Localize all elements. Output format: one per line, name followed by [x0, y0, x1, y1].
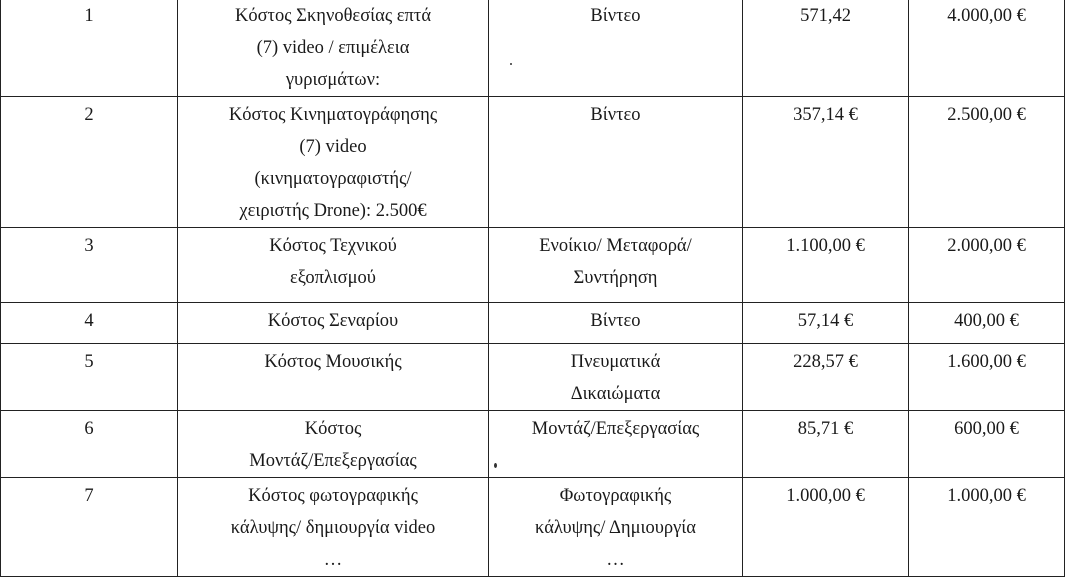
- total-cost: 2.500,00 €: [909, 97, 1065, 228]
- unit-cost: 228,57 €: [743, 344, 909, 411]
- row-number: 4: [1, 303, 178, 344]
- total-cost: 2.000,00 €: [909, 228, 1065, 303]
- total-cost: 400,00 €: [909, 303, 1065, 344]
- row-number: 6: [1, 411, 178, 478]
- table-row: [1, 0, 1065, 97]
- table-row: [1, 97, 1065, 228]
- row-number: 5: [1, 344, 178, 411]
- total-cost: 1.600,00 €: [909, 344, 1065, 411]
- scan-speck: [494, 463, 497, 468]
- table-row: [1, 478, 1065, 577]
- scan-speck: [510, 63, 512, 65]
- unit-cost: 57,14 €: [743, 303, 909, 344]
- unit-cost: 1.100,00 €: [743, 228, 909, 303]
- unit-cost: 1.000,00 €: [743, 478, 909, 577]
- cost-category: Βίντεο: [489, 0, 743, 97]
- cost-category: Πνευματικά Δικαιώματα: [489, 344, 743, 411]
- cost-category: Φωτογραφικής κάλυψης/ Δημιουργία …: [489, 478, 743, 577]
- table-row: [1, 228, 1065, 303]
- cost-description: Κόστος Σκηνοθεσίας επτά (7) video / επιμέλεια γυρισμάτων:: [178, 0, 489, 97]
- table-row: [1, 303, 1065, 344]
- unit-cost: 85,71 €: [743, 411, 909, 478]
- table-row: [1, 344, 1065, 411]
- cost-description: Κόστος Μοντάζ/Επεξεργασίας: [178, 411, 489, 478]
- row-number: 7: [1, 478, 178, 577]
- cost-category: Μοντάζ/Επεξεργασίας: [489, 411, 743, 478]
- row-number: 2: [1, 97, 178, 228]
- cost-description: Κόστος Τεχνικού εξοπλισμού: [178, 228, 489, 303]
- row-number: 1: [1, 0, 178, 97]
- table-row: [1, 411, 1065, 478]
- cost-category: Βίντεο: [489, 303, 743, 344]
- cost-description: Κόστος Σεναρίου: [178, 303, 489, 344]
- row-number: 3: [1, 228, 178, 303]
- total-cost: 600,00 €: [909, 411, 1065, 478]
- unit-cost: 357,14 €: [743, 97, 909, 228]
- cost-category: Ενοίκιο/ Μεταφορά/ Συντήρηση: [489, 228, 743, 303]
- unit-cost: 571,42: [743, 0, 909, 97]
- total-cost: 4.000,00 €: [909, 0, 1065, 97]
- total-cost: 1.000,00 €: [909, 478, 1065, 577]
- cost-description: Κόστος φωτογραφικής κάλυψης/ δημιουργία video …: [178, 478, 489, 577]
- cost-description: Κόστος Κινηματογράφησης (7) video (κινηματογραφιστής/ χειριστής Drone): 2.500€: [178, 97, 489, 228]
- cost-description: Κόστος Μουσικής: [178, 344, 489, 411]
- cost-category: Βίντεο: [489, 97, 743, 228]
